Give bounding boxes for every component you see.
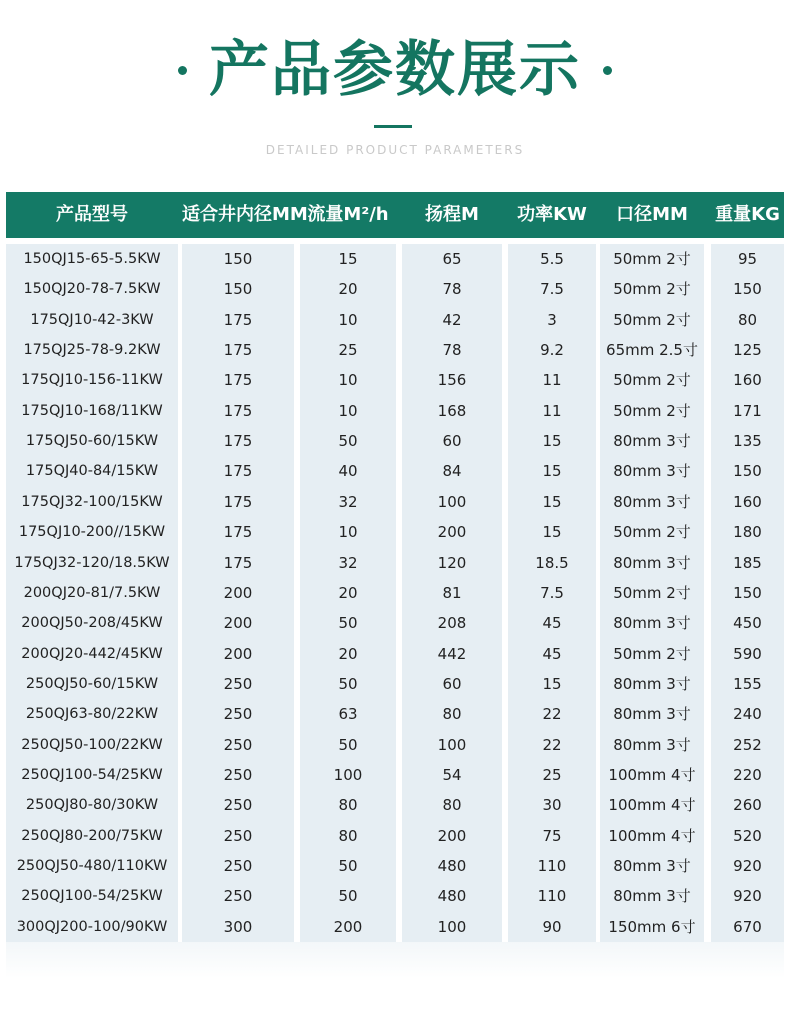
cell-power: 15 <box>542 675 562 693</box>
cell-weight: 95 <box>737 250 758 268</box>
cell-head: 60 <box>442 675 462 693</box>
cell-bore: 50mm 2寸 <box>613 371 691 389</box>
cell-flow: 50 <box>338 887 358 905</box>
cell-well-diameter: 175 <box>223 554 253 572</box>
page-title: 产品参数展示 <box>209 35 581 105</box>
cell-weight: 590 <box>733 645 762 663</box>
cell-weight: 240 <box>733 705 762 723</box>
cell-model: 175QJ25-78-9.2KW <box>23 342 161 358</box>
cell-power: 7.5 <box>540 280 564 298</box>
cell-bore: 80mm 3寸 <box>613 554 691 572</box>
cell-flow: 200 <box>333 918 363 936</box>
cell-head: 100 <box>437 918 467 936</box>
cell-model: 175QJ10-42-3KW <box>30 312 154 328</box>
cell-head: 78 <box>442 280 462 298</box>
cell-power: 18.5 <box>535 554 569 572</box>
cell-flow: 10 <box>338 311 358 329</box>
cell-flow: 10 <box>338 402 358 420</box>
cell-bore: 80mm 3寸 <box>613 705 691 723</box>
cell-well-diameter: 175 <box>223 311 253 329</box>
cell-model: 300QJ200-100/90KW <box>16 919 168 935</box>
cell-bore: 100mm 4寸 <box>608 796 696 814</box>
cell-weight: 920 <box>733 887 762 905</box>
cell-flow: 80 <box>338 827 358 845</box>
cell-head: 84 <box>442 462 462 480</box>
cell-model: 175QJ40-84/15KW <box>25 463 159 479</box>
cell-well-diameter: 200 <box>223 584 253 602</box>
header-weight: 重量KG <box>715 204 780 225</box>
cell-well-diameter: 200 <box>223 645 253 663</box>
cell-weight: 150 <box>733 584 762 602</box>
cell-model: 200QJ50-208/45KW <box>21 615 163 631</box>
cell-model: 150QJ15-65-5.5KW <box>23 251 161 267</box>
cell-power: 7.5 <box>540 584 564 602</box>
title-dot-left <box>178 66 187 75</box>
cell-weight: 185 <box>733 554 762 572</box>
cell-well-diameter: 175 <box>223 462 253 480</box>
cell-well-diameter: 250 <box>223 887 253 905</box>
cell-model: 175QJ10-168/11KW <box>21 403 163 419</box>
table-bottom-fade <box>6 942 784 978</box>
cell-flow: 10 <box>338 371 358 389</box>
cell-model: 175QJ50-60/15KW <box>25 433 159 449</box>
header-head: 扬程M <box>425 204 479 225</box>
cell-power: 45 <box>542 614 562 632</box>
cell-flow: 80 <box>338 796 358 814</box>
cell-power: 45 <box>542 645 562 663</box>
cell-weight: 180 <box>733 523 762 541</box>
cell-power: 11 <box>542 402 562 420</box>
cell-well-diameter: 250 <box>223 827 253 845</box>
cell-head: 156 <box>437 371 467 389</box>
cell-weight: 920 <box>733 857 762 875</box>
cell-weight: 150 <box>733 462 762 480</box>
cell-power: 15 <box>542 493 562 511</box>
cell-well-diameter: 175 <box>223 371 253 389</box>
cell-bore: 50mm 2寸 <box>613 280 691 298</box>
cell-head: 81 <box>442 584 462 602</box>
cell-flow: 63 <box>338 705 358 723</box>
cell-model: 150QJ20-78-7.5KW <box>23 281 161 297</box>
cell-bore: 80mm 3寸 <box>613 736 691 754</box>
cell-flow: 100 <box>333 766 363 784</box>
cell-well-diameter: 250 <box>223 736 253 754</box>
cell-bore: 80mm 3寸 <box>613 432 691 450</box>
cell-power: 15 <box>542 523 562 541</box>
cell-flow: 20 <box>338 645 358 663</box>
cell-power: 25 <box>542 766 562 784</box>
cell-head: 100 <box>437 493 467 511</box>
cell-flow: 50 <box>338 675 358 693</box>
header-bore: 口径MM <box>616 204 688 225</box>
cell-bore: 50mm 2寸 <box>613 402 691 420</box>
cell-power: 22 <box>542 705 562 723</box>
cell-model: 250QJ50-60/15KW <box>25 676 159 692</box>
cell-flow: 50 <box>338 857 358 875</box>
cell-weight: 160 <box>733 371 762 389</box>
cell-weight: 220 <box>733 766 762 784</box>
cell-weight: 155 <box>733 675 762 693</box>
cell-flow: 20 <box>338 280 358 298</box>
cell-model: 175QJ10-200//15KW <box>18 524 166 540</box>
cell-bore: 80mm 3寸 <box>613 493 691 511</box>
cell-flow: 50 <box>338 736 358 754</box>
cell-well-diameter: 300 <box>223 918 253 936</box>
cell-bore: 50mm 2寸 <box>613 584 691 602</box>
cell-head: 480 <box>437 887 467 905</box>
cell-weight: 125 <box>733 341 762 359</box>
cell-power: 5.5 <box>540 250 564 268</box>
cell-bore: 80mm 3寸 <box>613 887 691 905</box>
cell-model: 250QJ63-80/22KW <box>25 706 159 722</box>
title-dot-right <box>603 66 612 75</box>
cell-bore: 80mm 3寸 <box>613 675 691 693</box>
header-flow: 流量M²/h <box>307 204 389 225</box>
cell-head: 208 <box>437 614 467 632</box>
cell-power: 75 <box>542 827 562 845</box>
cell-flow: 40 <box>338 462 358 480</box>
cell-weight: 171 <box>733 402 762 420</box>
cell-model: 250QJ80-200/75KW <box>21 828 163 844</box>
cell-head: 42 <box>442 311 462 329</box>
cell-weight: 150 <box>733 280 762 298</box>
cell-power: 110 <box>537 887 567 905</box>
cell-power: 110 <box>537 857 567 875</box>
cell-power: 30 <box>542 796 562 814</box>
cell-power: 22 <box>542 736 562 754</box>
cell-model: 175QJ32-120/18.5KW <box>14 555 170 571</box>
cell-bore: 100mm 4寸 <box>608 827 696 845</box>
cell-head: 200 <box>437 827 467 845</box>
cell-bore: 50mm 2寸 <box>613 250 691 268</box>
cell-head: 65 <box>442 250 462 268</box>
cell-head: 480 <box>437 857 467 875</box>
cell-weight: 252 <box>733 736 762 754</box>
cell-flow: 20 <box>338 584 358 602</box>
cell-flow: 25 <box>338 341 358 359</box>
cell-head: 80 <box>442 796 462 814</box>
header-well-diameter: 适合井内径MM <box>182 204 308 225</box>
cell-flow: 50 <box>338 432 358 450</box>
cell-model: 250QJ100-54/25KW <box>21 767 163 783</box>
title-underline <box>374 125 412 128</box>
cell-flow: 32 <box>338 493 358 511</box>
cell-bore: 80mm 3寸 <box>613 614 691 632</box>
cell-bore: 150mm 6寸 <box>608 918 696 936</box>
cell-weight: 260 <box>733 796 762 814</box>
cell-weight: 80 <box>737 311 758 329</box>
cell-flow: 10 <box>338 523 358 541</box>
cell-flow: 32 <box>338 554 358 572</box>
cell-bore: 50mm 2寸 <box>613 523 691 541</box>
cell-head: 200 <box>437 523 467 541</box>
cell-head: 120 <box>437 554 467 572</box>
cell-model: 250QJ80-80/30KW <box>25 797 159 813</box>
cell-well-diameter: 150 <box>223 280 253 298</box>
cell-well-diameter: 175 <box>223 341 253 359</box>
cell-bore: 50mm 2寸 <box>613 645 691 663</box>
cell-bore: 100mm 4寸 <box>608 766 696 784</box>
cell-weight: 160 <box>733 493 762 511</box>
cell-head: 442 <box>437 645 467 663</box>
cell-model: 200QJ20-442/45KW <box>21 646 163 662</box>
cell-weight: 450 <box>733 614 762 632</box>
cell-model: 175QJ32-100/15KW <box>21 494 163 510</box>
cell-power: 9.2 <box>540 341 564 359</box>
cell-well-diameter: 250 <box>223 796 253 814</box>
cell-power: 15 <box>542 432 562 450</box>
cell-well-diameter: 250 <box>223 766 253 784</box>
cell-power: 3 <box>547 311 557 329</box>
cell-well-diameter: 175 <box>223 402 253 420</box>
cell-bore: 80mm 3寸 <box>613 462 691 480</box>
cell-bore: 65mm 2.5寸 <box>606 341 698 359</box>
cell-well-diameter: 175 <box>223 523 253 541</box>
cell-head: 80 <box>442 705 462 723</box>
cell-flow: 15 <box>338 250 358 268</box>
cell-weight: 520 <box>733 827 762 845</box>
cell-weight: 670 <box>733 918 762 936</box>
table-header <box>6 192 784 238</box>
cell-flow: 50 <box>338 614 358 632</box>
cell-power: 90 <box>542 918 562 936</box>
cell-well-diameter: 250 <box>223 705 253 723</box>
cell-bore: 50mm 2寸 <box>613 311 691 329</box>
cell-head: 54 <box>442 766 462 784</box>
page-subtitle: DETAILED PRODUCT PARAMETERS <box>265 143 525 157</box>
cell-head: 100 <box>437 736 467 754</box>
header-model: 产品型号 <box>56 204 128 225</box>
cell-model: 250QJ50-100/22KW <box>21 737 163 753</box>
cell-bore: 80mm 3寸 <box>613 857 691 875</box>
cell-weight: 135 <box>733 432 762 450</box>
cell-model: 250QJ50-480/110KW <box>16 858 168 874</box>
cell-model: 200QJ20-81/7.5KW <box>23 585 161 601</box>
cell-power: 11 <box>542 371 562 389</box>
cell-well-diameter: 175 <box>223 493 253 511</box>
cell-model: 175QJ10-156-11KW <box>21 372 163 388</box>
cell-power: 15 <box>542 462 562 480</box>
header-power: 功率KW <box>517 204 587 225</box>
cell-well-diameter: 250 <box>223 675 253 693</box>
cell-well-diameter: 200 <box>223 614 253 632</box>
cell-well-diameter: 175 <box>223 432 253 450</box>
page-title-group <box>0 30 790 110</box>
cell-head: 78 <box>442 341 462 359</box>
cell-well-diameter: 150 <box>223 250 253 268</box>
cell-well-diameter: 250 <box>223 857 253 875</box>
cell-head: 168 <box>437 402 467 420</box>
cell-head: 60 <box>442 432 462 450</box>
cell-model: 250QJ100-54/25KW <box>21 888 163 904</box>
